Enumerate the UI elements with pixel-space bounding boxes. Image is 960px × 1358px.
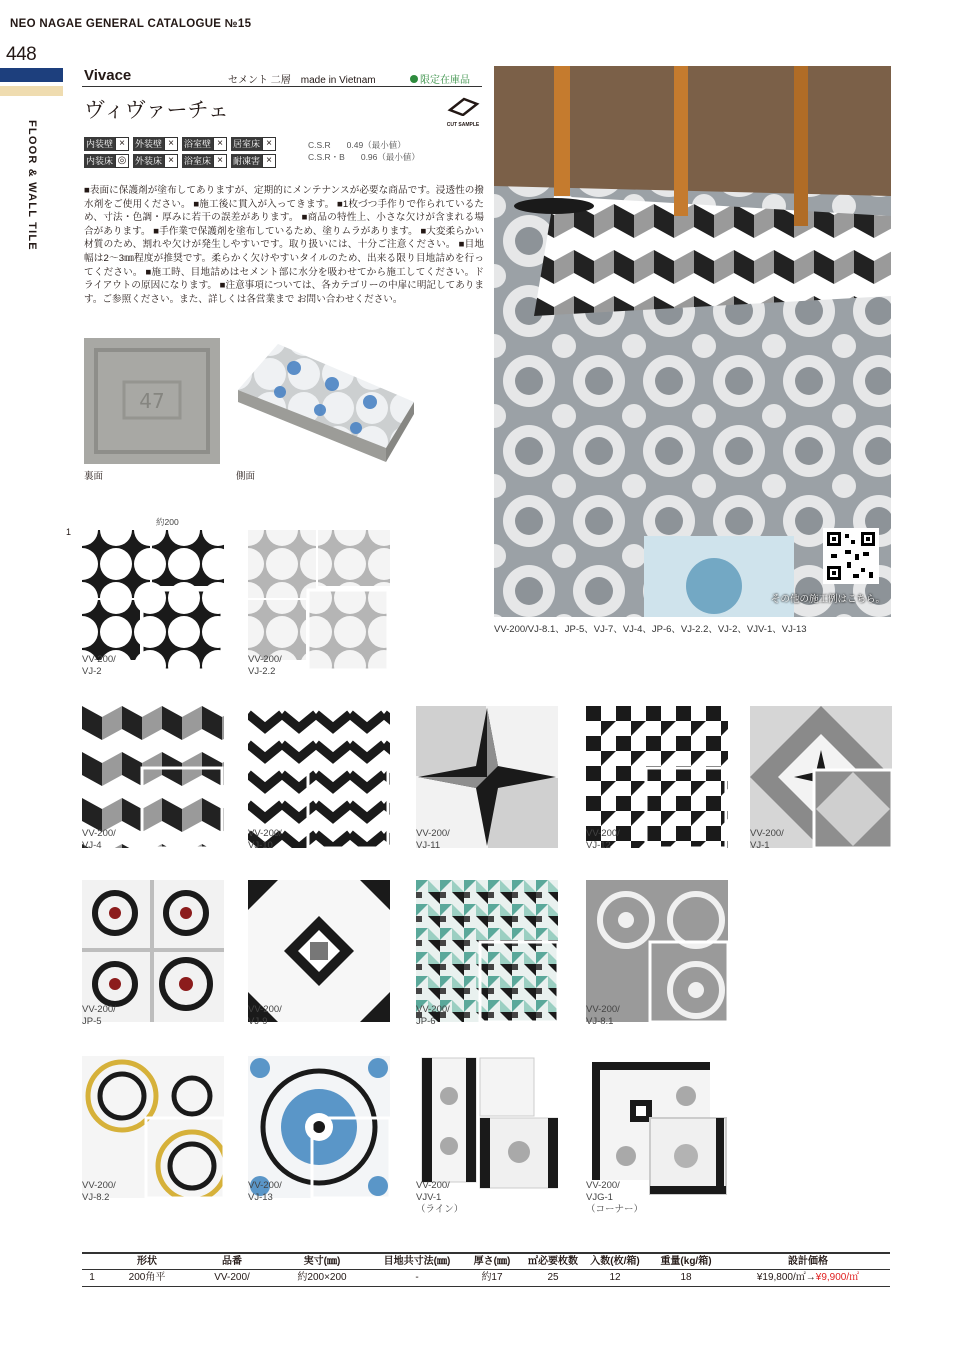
usage-label: 外装壁 bbox=[135, 139, 163, 149]
csr-row bbox=[308, 151, 420, 163]
side-photo-caption: 側面 bbox=[236, 471, 256, 482]
header-cell: 入数(枚/箱) bbox=[590, 1256, 640, 1267]
page-tab-bar-secondary bbox=[0, 86, 63, 96]
price-new: ¥9,900/㎡ bbox=[815, 1272, 860, 1283]
item-index: 1 bbox=[66, 527, 72, 537]
stock-dot-icon bbox=[410, 75, 418, 83]
tile-back-photo bbox=[84, 338, 220, 464]
cell-price bbox=[726, 1270, 890, 1286]
usage-row bbox=[84, 154, 276, 168]
tile-caption: VV-200/ VJ-1 bbox=[750, 828, 784, 851]
tile-caption: VV-200/ VJ-2.2 bbox=[248, 654, 282, 677]
qr-code[interactable] bbox=[823, 528, 879, 584]
tile-swatch-vj-1[interactable] bbox=[750, 706, 892, 848]
usage-label: 内装床 bbox=[86, 156, 114, 166]
tile-caption: VV-200/ VJV-1 （ライン） bbox=[416, 1180, 464, 1215]
usage-mark: × bbox=[262, 137, 276, 151]
tile-swatch-vj-12[interactable] bbox=[586, 706, 728, 848]
stock-label: 限定在庫品 bbox=[420, 75, 470, 86]
spec-table-header bbox=[82, 1252, 890, 1270]
tile-caption: VV-200/ VJ-2 bbox=[82, 654, 116, 677]
cut-sample bbox=[445, 96, 481, 128]
tile-swatch-vj-4[interactable] bbox=[82, 706, 224, 848]
usage-grid bbox=[84, 137, 276, 171]
usage-label: 居室床 bbox=[233, 139, 261, 149]
usage-mark: × bbox=[164, 154, 178, 168]
price-arrow: → bbox=[805, 1272, 816, 1283]
product-spec: セメント 二層 made in Vietnam bbox=[228, 75, 376, 86]
tile-caption: VV-200/ VJ-9 bbox=[248, 1004, 282, 1027]
usage-label: 内装壁 bbox=[86, 139, 114, 149]
usage-cell bbox=[182, 137, 227, 151]
section-side-label: FLOOR & WALL TILE bbox=[26, 120, 38, 251]
series-name-jp: ヴィヴァーチェ bbox=[84, 99, 229, 122]
usage-label: 耐凍害 bbox=[233, 156, 261, 166]
header-cell: ㎡必要枚数 bbox=[528, 1256, 578, 1267]
usage-cell bbox=[231, 154, 276, 168]
csr-value: 0.96（最小値） bbox=[360, 152, 420, 162]
series-name-en: Vivace bbox=[84, 67, 132, 84]
cell-weight: 18 bbox=[680, 1272, 692, 1283]
installation-photo bbox=[494, 66, 891, 617]
cell-per-m2: 25 bbox=[547, 1272, 559, 1283]
cell-thickness: 約17 bbox=[481, 1272, 503, 1283]
usage-label: 外装床 bbox=[135, 156, 163, 166]
tile-caption: VV-200/ VJ-11 bbox=[416, 828, 450, 851]
tile-swatch-vj-11[interactable] bbox=[416, 706, 558, 848]
usage-mark: × bbox=[262, 154, 276, 168]
usage-cell bbox=[133, 154, 178, 168]
product-description: ■表面に保護剤が塗布してありますが、定期的にメンテナンスが必要な商品です。浸透性の撥水剤をご使用ください。 ■施工後に貫入が入ってきます。 ■1枚づつ手作りで作られているため、寸法・色調・厚みに若干の誤差があります。 ■商品の特性上、小さな欠けが含まれる場合があります。 ■手作業で保護剤を塗布しているため、塗りムラがあります。 ■大変柔らかい材質のため、割れや欠けが発生しやすいです。取り扱いには、十分ご注意ください。 ■目地幅は2～3㎜程度が推奨です。柔らかく欠けやすいタイルのため、出来る限り目地詰めを行ってください。 ■施工時、目地詰めはセメント部に水分を吸わせてから施工してください。ドライアウトの原因になります。 ■注意事項については、各カテゴリーの中扉に明記してあります。ご参照ください。また、詳しくは各営業まで お問い合わせください。 bbox=[84, 185, 484, 305]
tile-caption: VV-200/ VJ-13 bbox=[248, 1180, 282, 1203]
tile-caption: VV-200/ JP-6 bbox=[416, 1004, 450, 1027]
header-cell bbox=[82, 1254, 102, 1269]
cut-sample-icon bbox=[446, 96, 480, 116]
qr-code-icon bbox=[823, 528, 879, 584]
qr-caption: その他の施工例はこちら。 bbox=[770, 594, 885, 605]
header-cell: 設計価格 bbox=[788, 1256, 828, 1267]
spec-table bbox=[82, 1252, 890, 1287]
tile-caption: VV-200/ VJ-8.1 bbox=[586, 1004, 620, 1027]
cell-per-box: 12 bbox=[609, 1272, 621, 1283]
usage-cell bbox=[231, 137, 276, 151]
tile-swatch-vj-2[interactable] bbox=[82, 530, 224, 672]
usage-cell bbox=[84, 154, 129, 168]
usage-mark: ◎ bbox=[115, 154, 129, 168]
usage-label: 浴室床 bbox=[184, 156, 212, 166]
cell-shape: 200角平 bbox=[128, 1272, 166, 1283]
csr-values bbox=[308, 139, 420, 163]
usage-mark: × bbox=[164, 137, 178, 151]
tile-swatch-vj-13[interactable] bbox=[248, 1056, 390, 1198]
usage-cell bbox=[133, 137, 178, 151]
usage-cell bbox=[84, 137, 129, 151]
tile-caption: VV-200/ VJG-1 （コーナー） bbox=[586, 1180, 644, 1215]
tile-swatch-vj-8-1[interactable] bbox=[586, 880, 728, 1022]
header-cell: 形状 bbox=[137, 1256, 157, 1267]
price-old: ¥19,800/㎡ bbox=[756, 1272, 806, 1283]
header-cell: 品番 bbox=[222, 1256, 242, 1267]
tile-swatch-jp-5[interactable] bbox=[82, 880, 224, 1022]
tile-side-photo bbox=[236, 340, 416, 464]
tile-swatch-vjg-1[interactable] bbox=[586, 1056, 728, 1198]
cell-no: 1 bbox=[89, 1272, 95, 1283]
tile-caption: VV-200/ VJ-12 bbox=[586, 828, 620, 851]
dimension-width: 約200 bbox=[156, 517, 179, 527]
csr-label: C.S.R・B bbox=[308, 152, 345, 162]
tile-swatch-vj-10[interactable] bbox=[248, 706, 390, 848]
tile-swatch-jp-6[interactable] bbox=[416, 880, 558, 1022]
stock-badge bbox=[410, 71, 470, 86]
back-photo-caption: 裏面 bbox=[84, 471, 104, 482]
usage-row bbox=[84, 137, 276, 151]
header-cell: 重量(kg/箱) bbox=[660, 1256, 712, 1267]
header-cell: 目地共寸法(㎜) bbox=[383, 1256, 451, 1267]
usage-mark: × bbox=[213, 137, 227, 151]
header-cell: 厚さ(㎜) bbox=[473, 1256, 511, 1267]
tile-swatch-vj-8-2[interactable] bbox=[82, 1056, 224, 1198]
csr-value: 0.49（最小値） bbox=[346, 140, 406, 150]
csr-row bbox=[308, 139, 420, 151]
table-row bbox=[82, 1270, 890, 1287]
svg-text:47: 47 bbox=[139, 389, 165, 413]
usage-mark: × bbox=[115, 137, 129, 151]
tile-swatch-vjv-1[interactable] bbox=[416, 1056, 558, 1198]
cell-code: VV-200/ bbox=[214, 1272, 250, 1283]
usage-label: 浴室壁 bbox=[184, 139, 212, 149]
csr-label: C.S.R bbox=[308, 140, 331, 150]
page-tab-bar bbox=[0, 68, 63, 82]
catalogue-title: NEO NAGAE GENERAL CATALOGUE №15 bbox=[10, 18, 252, 30]
tile-swatch-vj-2-2[interactable] bbox=[248, 530, 390, 672]
cell-joint: - bbox=[415, 1272, 419, 1283]
installation-caption: VV-200/VJ-8.1、JP-5、VJ-7、VJ-4、JP-6、VJ-2.2、VJ-2、VJV-1、VJ-13 bbox=[494, 624, 807, 635]
cut-sample-label: CUT SAMPLE bbox=[446, 122, 480, 128]
tile-caption: VV-200/ VJ-10 bbox=[248, 828, 282, 851]
tile-swatch-vj-9[interactable] bbox=[248, 880, 390, 1022]
cell-size: 約200×200 bbox=[297, 1272, 347, 1283]
header-cell: 実寸(㎜) bbox=[303, 1256, 341, 1267]
tile-caption: VV-200/ VJ-8.2 bbox=[82, 1180, 116, 1203]
tile-caption: VV-200/ VJ-4 bbox=[82, 828, 116, 851]
page-number: 448 bbox=[6, 44, 37, 65]
tile-caption: VV-200/ JP-5 bbox=[82, 1004, 116, 1027]
usage-mark: × bbox=[213, 154, 227, 168]
usage-cell bbox=[182, 154, 227, 168]
